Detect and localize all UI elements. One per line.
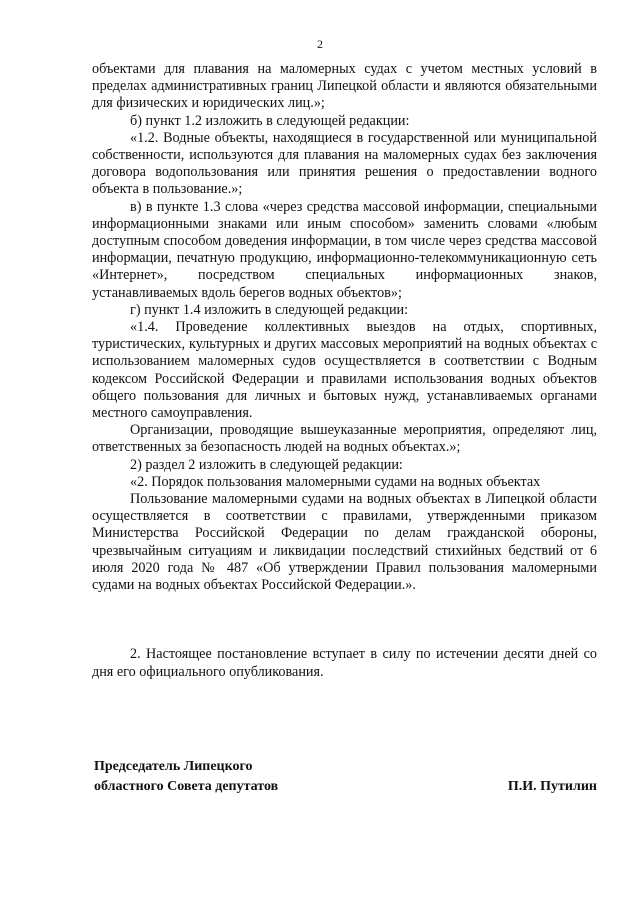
paragraph: «1.4. Проведение коллективных выездов на отдых, спортивных, туристических, культурных и других массовых мероприятий на водных объектах с использованием маломерных судов осуществляется в соответствии с Водным кодексом Российской Федерации и правилами использования водных объектов общего пользования для личных и бытовых нужд, устанавливаемых органами местного самоуправления. — [92, 319, 597, 422]
signature-title-line2: областного Совета депутатов — [94, 779, 279, 794]
paragraph: б) пункт 1.2 изложить в следующей редакции: — [130, 112, 410, 129]
paragraph: г) пункт 1.4 изложить в следующей редакции: — [130, 301, 409, 318]
final-paragraph: 2. Настоящее постановление вступает в силу по истечении десяти дней со дня его официального опубликования. — [92, 646, 597, 680]
signature-block — [94, 757, 597, 797]
page-number: 2 — [317, 37, 323, 51]
document-body — [92, 61, 597, 681]
paragraph: «1.2. Водные объекты, находящиеся в государственной или муниципальной собственности, используются для плавания на маломерных судах без заключения договора водопользования или принятия решения о предоставлении водного объекта в пользование.»; — [92, 129, 597, 198]
spacer — [92, 594, 597, 646]
paragraph: 2) раздел 2 изложить в следующей редакции: — [130, 456, 403, 473]
signature-name: П.И. Путилин — [507, 779, 597, 794]
signature-title-line1: Председатель Липецкого — [94, 759, 253, 774]
paragraph: Организации, проводящие вышеуказанные мероприятия, определяют лиц, ответственных за безопасность людей на водных объектах.»; — [92, 422, 597, 456]
paragraph: Пользование маломерными судами на водных объектах в Липецкой области осуществляется в соответствии с правилами, утвержденными приказом Министерства Российской Федерации по делам гражданской обороны, чрезвычайным ситуациям и ликвидации последствий стихийных бедствий от 6 июля 2020 года № 487 «Об утверждении Правил пользования маломерными судами на водных объектах Российской Федерации.». — [92, 491, 597, 594]
paragraph: в) в пункте 1.3 слова «через средства массовой информации, специальными информационными знаками или иным способом» заменить словами «любым доступным способом доведения информации, в том числе через средства массовой информации, печатную продукцию, информационно-телекоммуникационную сеть «Интернет», посредством специальных информационных знаков, устанавливаемых вдоль берегов водных объектов»; — [92, 198, 597, 301]
paragraph: «2. Порядок пользования маломерными судами на водных объектах — [130, 473, 541, 490]
paragraph: объектами для плавания на маломерных судах с учетом местных условий в пределах административных границ Липецкой области и являются обязательными для физических и юридических лиц.»; — [92, 61, 597, 112]
